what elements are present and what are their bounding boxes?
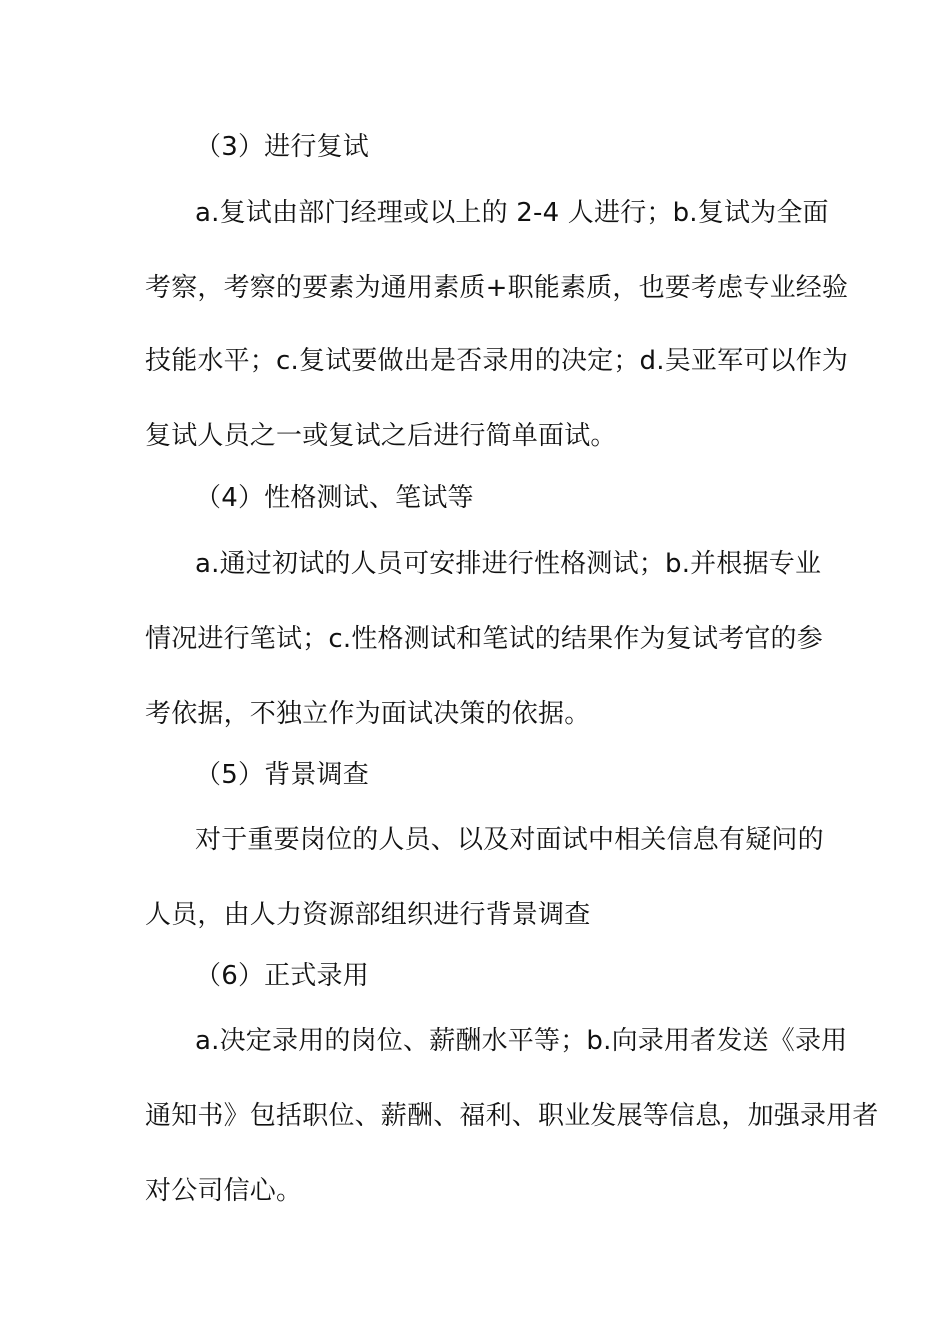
paragraph-line: 人员，由人力资源部组织进行背景调查: [145, 900, 591, 930]
paragraph-line: 对于重要岗位的人员、以及对面试中相关信息有疑问的: [195, 825, 824, 855]
section-heading-3: （3）进行复试: [195, 132, 369, 162]
paragraph-line: 对公司信心。: [145, 1176, 303, 1206]
paragraph-line: a.通过初试的人员可安排进行性格测试；b.并根据专业: [195, 549, 822, 579]
paragraph-line: 情况进行笔试；c.性格测试和笔试的结果作为复试考官的参: [145, 624, 823, 654]
paragraph-line: a.复试由部门经理或以上的 2-4 人进行；b.复试为全面: [195, 198, 829, 228]
paragraph-line: a.决定录用的岗位、薪酬水平等；b.向录用者发送《录用: [195, 1026, 848, 1056]
paragraph-line: 考依据，不独立作为面试决策的依据。: [145, 699, 591, 729]
paragraph-line: 复试人员之一或复试之后进行简单面试。: [145, 421, 617, 451]
section-heading-4: （4）性格测试、笔试等: [195, 483, 474, 513]
section-heading-6: （6）正式录用: [195, 961, 369, 991]
paragraph-line: 技能水平；c.复试要做出是否录用的决定；d.吴亚军可以作为: [145, 346, 849, 376]
paragraph-line: 考察，考察的要素为通用素质+职能素质，也要考虑专业经验: [145, 273, 849, 303]
paragraph-line: 通知书》包括职位、薪酬、福利、职业发展等信息，加强录用者: [145, 1101, 879, 1131]
section-heading-5: （5）背景调查: [195, 760, 369, 790]
